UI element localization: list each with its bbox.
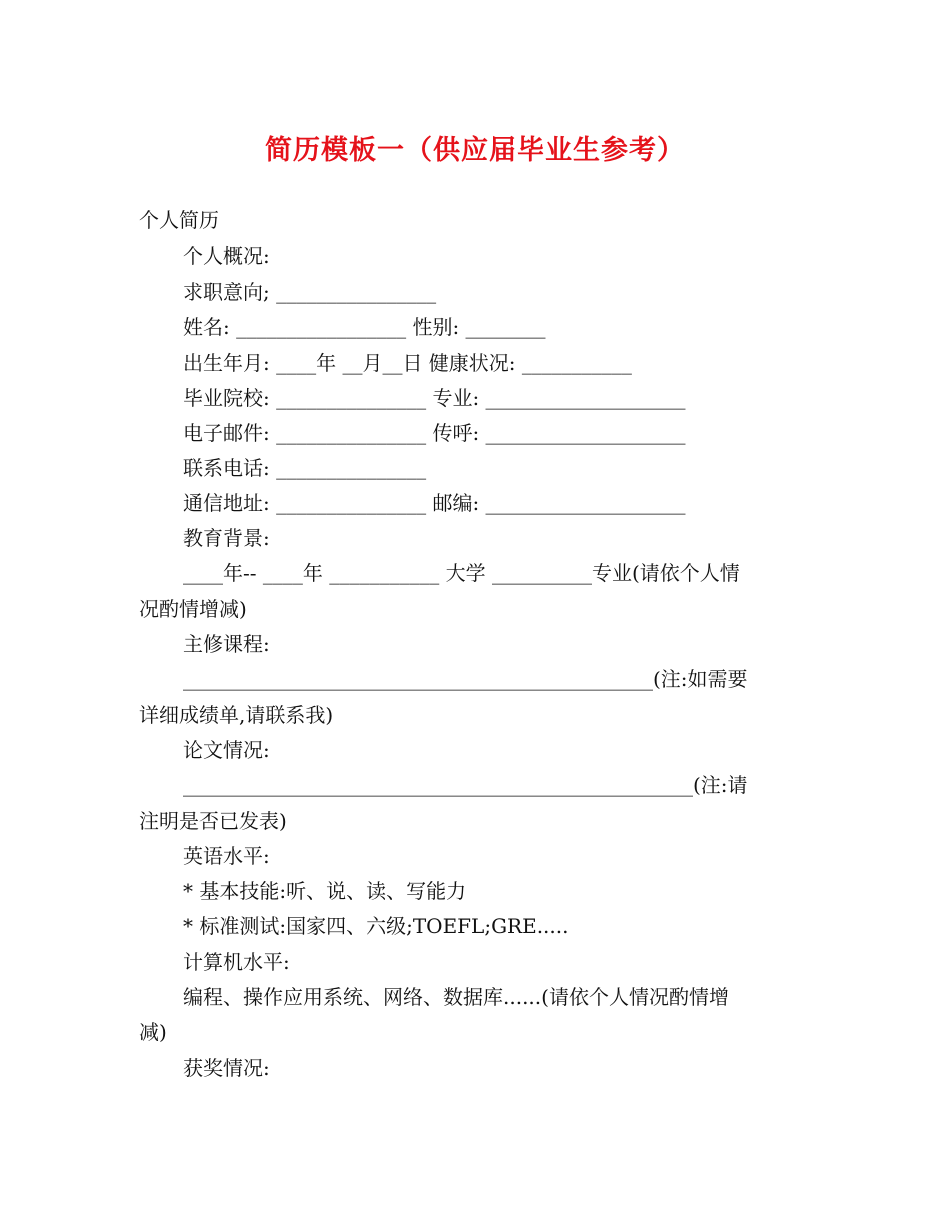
bullet-standard-tests: * 标准测试:国家四、六级;TOEFL;GRE..... [183,914,569,938]
field-thesis: ___________________________________________________(注:请 [183,773,748,797]
field-education-detail-cont: 况酌情增减) [139,597,247,621]
field-phone: 联系电话: _______________ [183,456,427,480]
bullet-basic-skills: * 基本技能:听、说、读、写能力 [183,879,467,903]
field-school-major: 毕业院校: _______________ 专业: ____________________ [183,386,686,410]
field-computer-skills-cont: 减) [139,1020,167,1044]
field-thesis-cont: 注明是否已发表) [139,809,287,833]
field-birth-health: 出生年月: ____年 __月__日 健康状况: ___________ [183,351,632,375]
field-name-gender: 姓名: _________________ 性别: ________ [183,315,546,339]
field-computer-skills: 编程、操作应用系统、网络、数据库......(请依个人情况酌情增 [183,985,729,1009]
field-job-intention: 求职意向; ________________ [183,280,437,304]
label-awards: 获奖情况: [183,1056,270,1080]
field-address-postcode: 通信地址: _______________ 邮编: ____________________ [183,491,686,515]
label-personal-overview: 个人概况: [183,244,270,268]
label-computer-level: 计算机水平: [183,950,290,974]
field-main-courses: _______________________________________________(注:如需要 [183,667,748,691]
label-education: 教育背景: [183,526,270,550]
label-english-level: 英语水平: [183,844,270,868]
field-main-courses-cont: 详细成绩单,请联系我) [139,703,334,727]
document-title: 简历模板一（供应届毕业生参考） [265,135,685,166]
section-heading-resume: 个人简历 [139,208,219,232]
field-email-pager: 电子邮件: _______________ 传呼: ____________________ [183,421,686,445]
label-thesis: 论文情况: [183,738,270,762]
label-main-courses: 主修课程: [183,632,270,656]
field-education-detail: ____年-- ____年 ___________ 大学 __________专业(请依个人情 [183,561,740,585]
